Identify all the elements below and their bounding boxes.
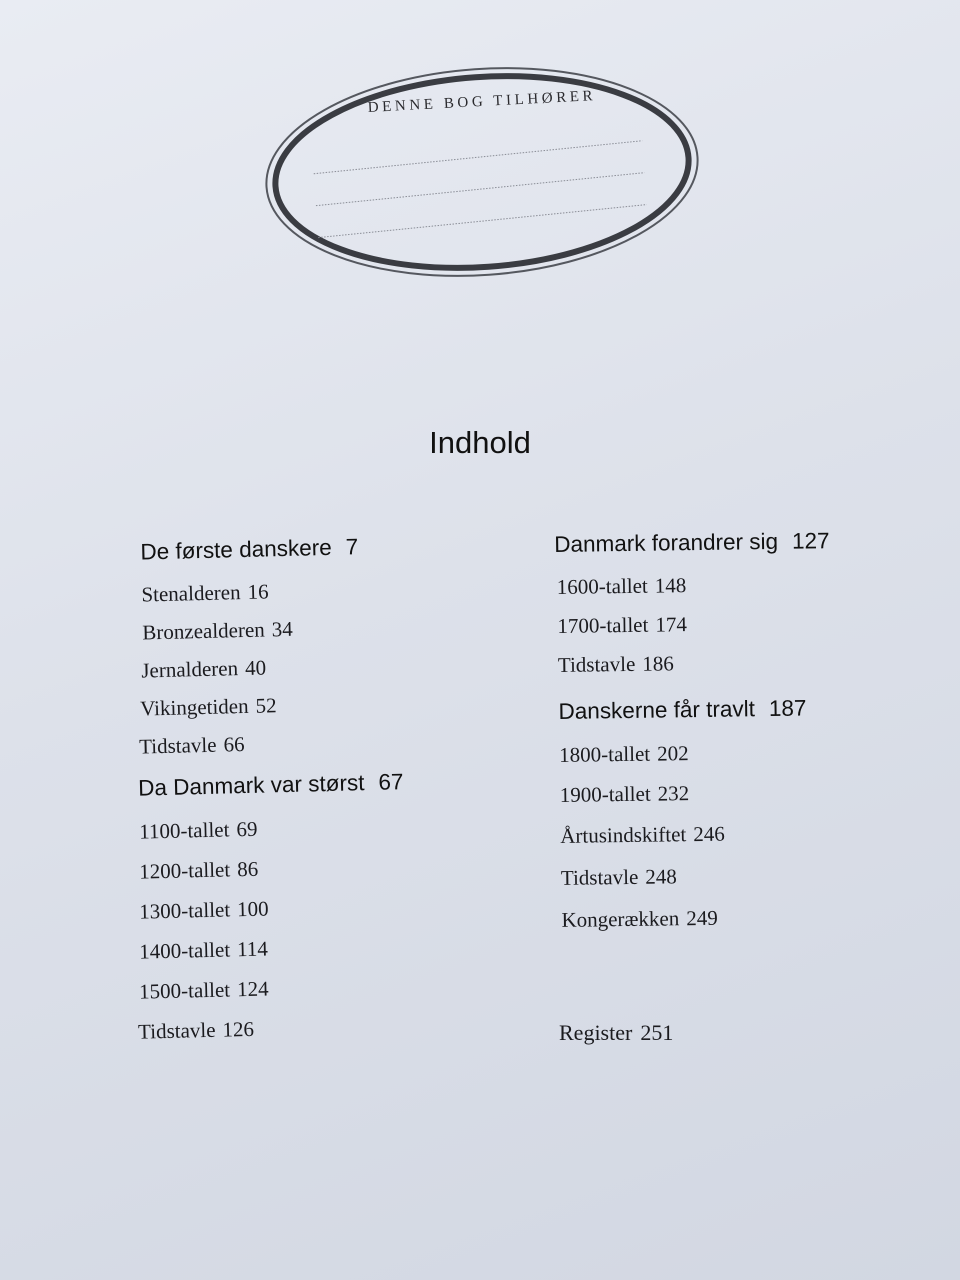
- toc-entry[interactable]: [557, 730, 898, 775]
- entry-label: Tidstavle: [557, 651, 636, 677]
- entry-page: 100: [236, 896, 269, 922]
- ownership-stamp: [262, 52, 702, 292]
- entry-label: Bronzealderen: [142, 617, 266, 645]
- entry-page: 202: [656, 741, 689, 766]
- toc-entry[interactable]: [125, 720, 456, 766]
- entry-label: Tidstavle: [560, 864, 639, 890]
- signature-line-2: [315, 173, 645, 206]
- entry-label: 1100-tallet: [138, 817, 230, 844]
- entry-label: Kongerækken: [561, 906, 680, 932]
- signature-line-1: [313, 141, 643, 174]
- toc-right-column: [554, 523, 900, 941]
- entry-label: 1700-tallet: [557, 612, 649, 638]
- stamp-title: DENNE BOG TILHØRER: [367, 88, 597, 116]
- entry-page: 40: [244, 655, 267, 680]
- entry-page: 34: [271, 616, 294, 642]
- section-title: Danskerne får travlt: [558, 696, 756, 724]
- entry-page: 126: [222, 1016, 255, 1042]
- toc-register-entry[interactable]: [559, 1020, 673, 1046]
- entry-label: Jernalderen: [140, 656, 239, 683]
- entry-label: 1800-tallet: [559, 741, 651, 767]
- entry-page: 186: [642, 651, 674, 676]
- toc-entry[interactable]: [558, 811, 899, 857]
- entry-label: Årtusindskiftet: [560, 822, 687, 848]
- toc-left-column: [120, 528, 463, 1052]
- toc-entry[interactable]: [555, 563, 896, 607]
- entry-page: 246: [693, 821, 725, 847]
- section-page: 7: [345, 534, 359, 560]
- section-title: Da Danmark var størst: [137, 770, 365, 801]
- entry-page: 249: [686, 905, 718, 931]
- entry-label: 1900-tallet: [559, 781, 651, 807]
- toc-entry[interactable]: [132, 1004, 463, 1052]
- entry-page: 66: [223, 732, 245, 757]
- entry-label: 1300-tallet: [138, 897, 231, 924]
- page-title: Indhold: [429, 425, 531, 460]
- entry-page: 248: [645, 864, 677, 889]
- entry-page: 124: [236, 976, 269, 1002]
- toc-entry[interactable]: [555, 602, 896, 646]
- entry-page: 232: [657, 781, 690, 806]
- entry-label: Tidstavle: [138, 732, 217, 759]
- entry-page: 69: [236, 816, 258, 842]
- toc-section-heading[interactable]: [554, 523, 895, 568]
- section-page: 67: [378, 769, 404, 795]
- toc-section-heading[interactable]: [556, 690, 897, 735]
- section-title: Danmark forandrer sig: [554, 528, 779, 557]
- signature-line-3: [317, 205, 647, 238]
- entry-page: 174: [655, 612, 688, 637]
- register-label: Register: [559, 1020, 633, 1045]
- entry-page: 52: [255, 693, 277, 718]
- entry-label: Vikingetiden: [139, 693, 249, 721]
- toc-entry[interactable]: [559, 852, 900, 899]
- entry-label: 1200-tallet: [138, 857, 231, 884]
- entry-label: Stenalderen: [141, 580, 241, 607]
- entry-page: 114: [236, 936, 269, 962]
- entry-label: 1500-tallet: [138, 977, 231, 1004]
- entry-label: 1400-tallet: [138, 937, 231, 964]
- toc-entry[interactable]: [556, 641, 897, 685]
- entry-page: 16: [247, 579, 269, 604]
- entry-label: Tidstavle: [137, 1017, 216, 1044]
- section-page: 127: [791, 528, 830, 554]
- section-page: 187: [768, 695, 807, 722]
- entry-label: 1600-tallet: [556, 573, 648, 599]
- register-page: 251: [640, 1020, 674, 1045]
- entry-page: 86: [236, 856, 259, 882]
- entry-page: 148: [654, 573, 687, 598]
- toc-entry[interactable]: [557, 770, 898, 816]
- section-title: De første danskere: [140, 534, 332, 565]
- toc-entry[interactable]: [559, 894, 900, 941]
